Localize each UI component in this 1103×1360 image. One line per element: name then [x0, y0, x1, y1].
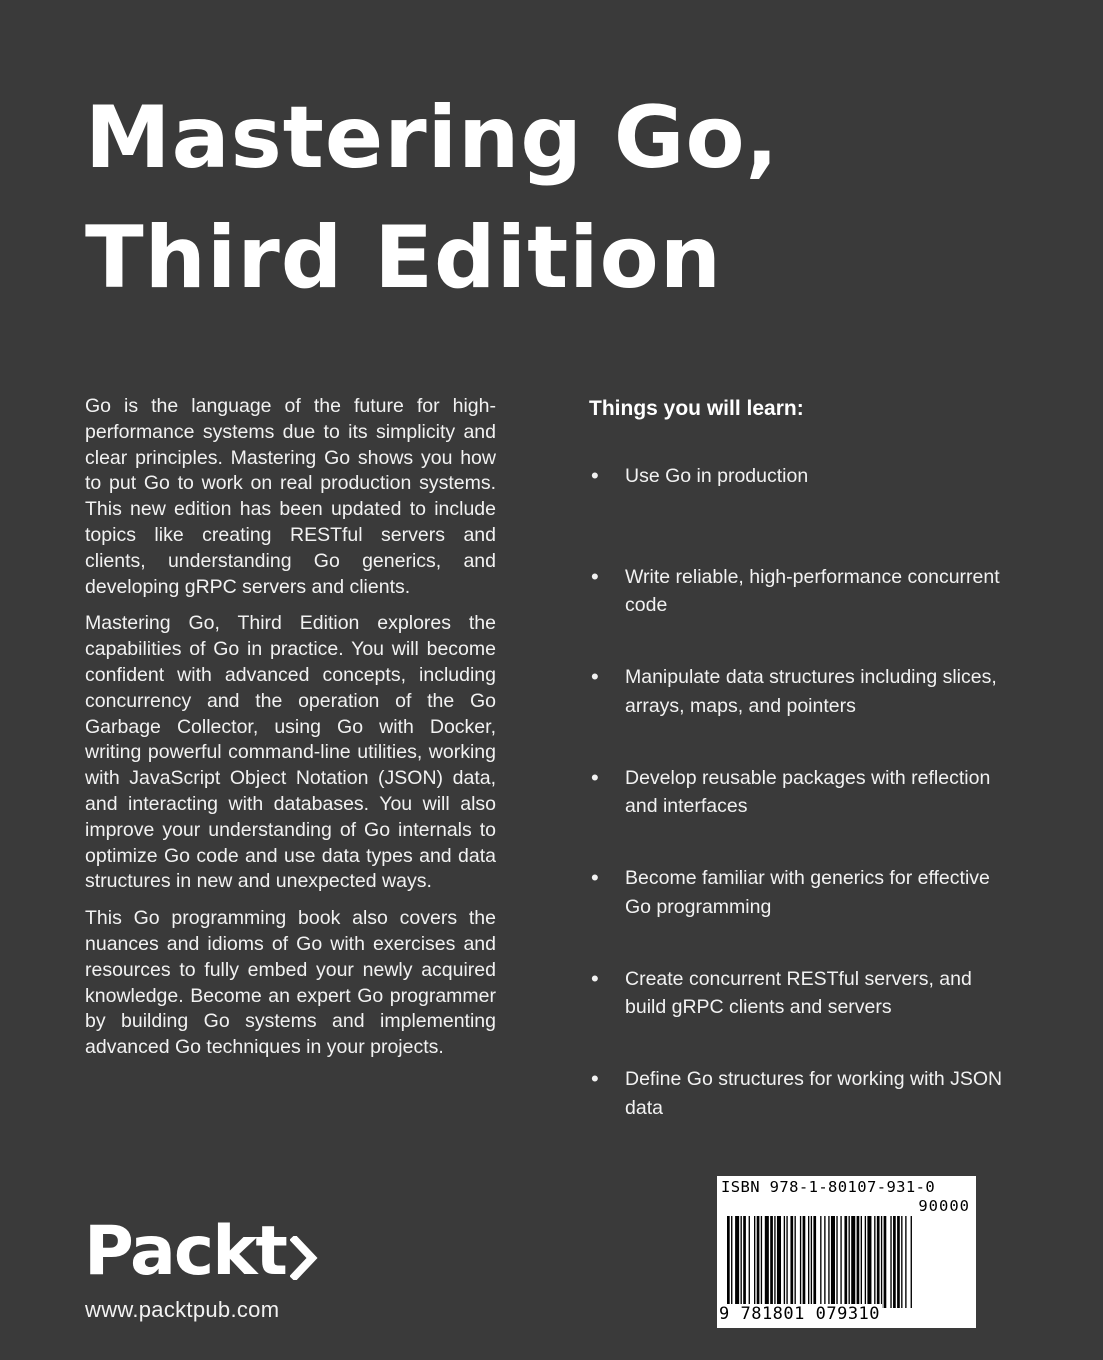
- isbn-barcode: [717, 1176, 976, 1328]
- barcode-bar: [911, 1216, 912, 1308]
- barcode-bar: [836, 1216, 837, 1308]
- price-code: 90000: [918, 1197, 970, 1215]
- publisher-website: www.packtpub.com: [85, 1297, 280, 1322]
- learning-item: [589, 764, 1009, 865]
- barcode-bar: [727, 1216, 730, 1308]
- barcode-bar: [743, 1216, 746, 1308]
- isbn-number: ISBN 978-1-80107-931-0: [721, 1178, 936, 1196]
- bullet-icon: •: [591, 865, 599, 890]
- barcode-bar: [844, 1216, 847, 1308]
- barcode-bar: [824, 1216, 825, 1308]
- learning-outcomes-heading: Things you will learn:: [589, 397, 804, 420]
- barcode-bar: [770, 1216, 773, 1308]
- barcode-bar: [857, 1216, 860, 1308]
- bullet-icon: •: [591, 965, 599, 991]
- barcode-bar: [884, 1216, 887, 1308]
- barcode-bar: [774, 1216, 775, 1308]
- barcode-bar: [800, 1216, 801, 1308]
- publisher-logo-text: Packt: [84, 1212, 286, 1291]
- learning-item: [589, 965, 1009, 1066]
- bullet-icon: •: [591, 1066, 599, 1091]
- book-title-line-1: Mastering Go,: [85, 88, 780, 188]
- learning-item-text: Use Go in production: [625, 465, 809, 487]
- barcode-bar: [795, 1216, 796, 1308]
- barcode-bar: [901, 1216, 902, 1308]
- ean-number: 9 781801 079310: [719, 1304, 881, 1324]
- learning-item: [589, 563, 1009, 664]
- barcode-bar: [735, 1216, 739, 1308]
- bullet-icon: •: [591, 463, 599, 488]
- barcode-bar: [749, 1216, 750, 1308]
- book-title: [85, 78, 985, 318]
- description-paragraph-3: This Go programming book also covers the nuances and idioms of Go with exercises and resources to fully embed your newly acquired knowledge. Become an expert Go programmer by building Go systems and implementing advanced Go techniques in your projects.: [85, 907, 496, 1059]
- barcode-bar: [777, 1216, 781, 1308]
- barcode-bar: [893, 1216, 896, 1308]
- learning-item-text: Develop reusable packages with reflection and interfaces: [625, 766, 991, 817]
- description-paragraph-1: Go is the language of the future for high-performance systems due to its simplicity and clear principles. Mastering Go shows you how to put Go to work on real production systems. This new edition has been updated to include topics like creating RESTful servers and clients, understanding Go generics, and developing gRPC servers and clients.: [85, 395, 496, 598]
- barcode-bar: [865, 1216, 866, 1308]
- barcode-bar: [808, 1216, 809, 1308]
- barcode-bar: [761, 1216, 762, 1308]
- barcode-bar: [874, 1216, 875, 1308]
- learning-item: [589, 663, 1009, 764]
- bullet-icon: •: [591, 764, 599, 790]
- bullet-icon: •: [591, 563, 599, 589]
- publisher-logo: [84, 1212, 318, 1292]
- barcode-bar: [731, 1216, 732, 1308]
- barcode-bar: [867, 1216, 871, 1308]
- barcode-bar: [861, 1216, 862, 1308]
- barcode-bar: [754, 1216, 755, 1308]
- barcode-bar: [811, 1216, 812, 1308]
- barcode-bar: [786, 1216, 787, 1308]
- learning-item-text: Become familiar with generics for effective Go programming: [625, 867, 990, 918]
- barcode-bar: [820, 1216, 821, 1308]
- barcode-bar: [757, 1216, 760, 1308]
- barcode-bar: [851, 1216, 855, 1308]
- description-paragraph-2: Mastering Go, Third Edition explores the capabilities of Go in practice. You will become confident with advanced concepts, including concurrency and the operation of the Go Garbage Collector, using Go with Docker, writing powerful command-line utilities, working with JavaScript Object Notation (JSON) data, and interacting with databases. You will also improve your understanding of Go internals to optimize Go code and use data types and data structures in new and unexpected ways.: [85, 612, 496, 893]
- barcode-bar: [849, 1216, 850, 1308]
- learning-outcomes-list: [589, 462, 1009, 1166]
- barcode-bar: [881, 1216, 882, 1308]
- learning-item-text: Define Go structures for working with JSON data: [625, 1068, 1003, 1119]
- learning-item-text: Create concurrent RESTful servers, and build gRPC clients and servers: [625, 967, 972, 1018]
- learning-item: [589, 864, 1009, 965]
- barcode-bar: [890, 1216, 891, 1308]
- barcode-bar: [741, 1216, 742, 1308]
- barcode-bar: [784, 1216, 785, 1308]
- barcode-bar: [790, 1216, 793, 1308]
- chevron-right-icon: [290, 1236, 318, 1280]
- book-title-line-2: Third Edition: [85, 208, 722, 308]
- barcode-bar: [765, 1216, 769, 1308]
- barcode-bar: [831, 1216, 835, 1308]
- barcode-bar: [828, 1216, 829, 1308]
- barcode-bar: [897, 1216, 900, 1308]
- book-description: [85, 394, 496, 1072]
- barcode-bar: [813, 1216, 816, 1308]
- barcode-bar: [877, 1216, 880, 1308]
- barcode-bars: [727, 1216, 972, 1308]
- barcode-bar: [840, 1216, 841, 1308]
- bullet-icon: •: [591, 664, 599, 689]
- learning-outcomes: [589, 394, 1009, 1166]
- learning-item: [589, 462, 1009, 563]
- learning-item-text: Manipulate data structures including slices, arrays, maps, and pointers: [625, 666, 997, 717]
- learning-item: [589, 1065, 1009, 1166]
- barcode-bar: [905, 1216, 906, 1308]
- learning-item-text: Write reliable, high-performance concurrent code: [625, 565, 1000, 616]
- barcode-bar: [803, 1216, 806, 1308]
